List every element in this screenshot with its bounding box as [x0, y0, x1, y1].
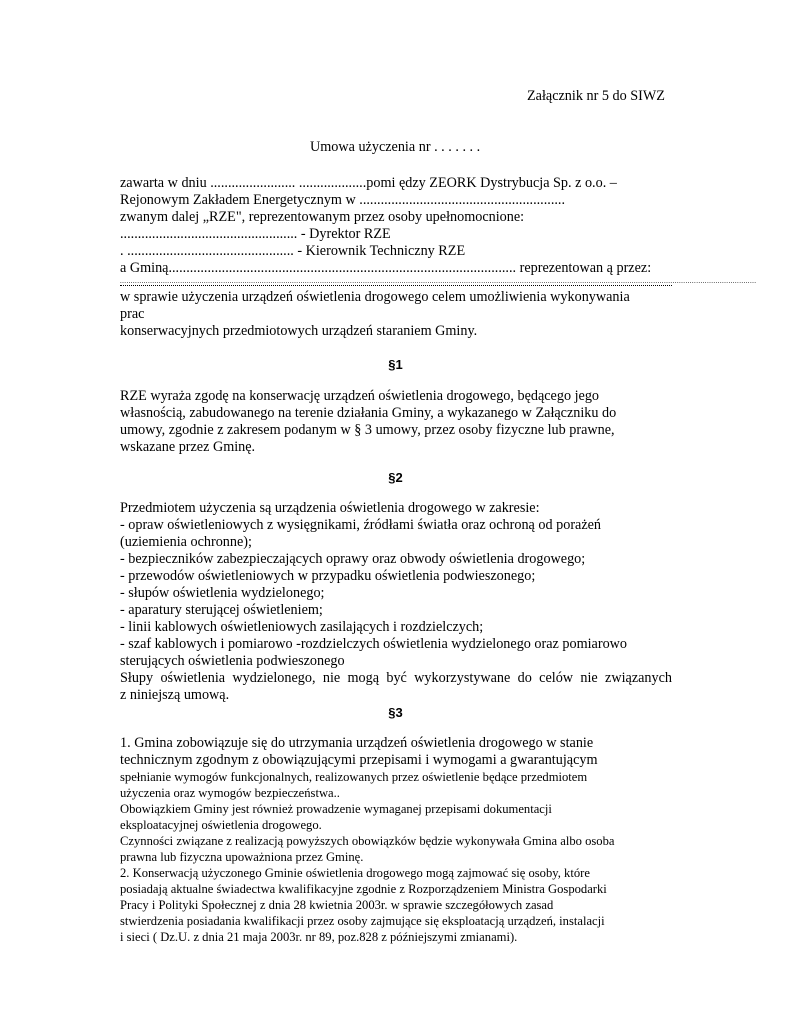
- parties-line: a Gminą.................................................................................................. reprezentowan ą przez:: [120, 260, 652, 276]
- section-3-line: spełnianie wymogów funkcjonalnych, realizowanych przez oświetlenie będące przedmiotem: [120, 770, 588, 784]
- section-2-line: (uziemienia ochronne);: [120, 534, 252, 550]
- attachment-label: Załącznik nr 5 do SIWZ: [527, 88, 665, 104]
- section-1-line: własnością, zabudowanego na terenie działania Gminy, a wykazanego w Załączniku do: [120, 405, 617, 421]
- section-3-line: i sieci ( Dz.U. z dnia 21 maja 2003r. nr 89, poz.828 z późniejszymi zmianami).: [120, 930, 518, 944]
- dotted-fill-line: ........................................................................................................................................................................................................................................................................................................: [120, 277, 757, 285]
- purpose-line: w sprawie użyczenia urządzeń oświetlenia drogowego celem umożliwienia wykonywania: [120, 289, 630, 305]
- section-2-line: sterujących oświetlenia podwieszonego: [120, 653, 345, 669]
- dotted-divider: [120, 285, 672, 286]
- section-2-line: - przewodów oświetleniowych w przypadku oświetlenia podwieszonego;: [120, 568, 536, 584]
- section-2-line: - opraw oświetleniowych z wysięgnikami, źródłami światła oraz ochroną od porażeń: [120, 517, 602, 533]
- section-3-line: stwierdzenia posiadania kwalifikacji przez osoby zajmujące się eksploatacją urządzeń, instalacji: [120, 914, 605, 928]
- section-3-line: 2. Konserwacją użyczonego Gminie oświetlenia drogowego mogą zajmować się osoby, które: [120, 866, 590, 880]
- section-2-line: - bezpieczników zabezpieczających oprawy oraz obwody oświetlenia drogowego;: [120, 551, 586, 567]
- section-2-line: - aparatury sterującej oświetleniem;: [120, 602, 323, 618]
- parties-line: Rejonowym Zakładem Energetycznym w ..........................................................: [120, 192, 566, 208]
- section-2-line: - szaf kablowych i pomiarowo -rozdzielczych oświetlenia wydzielonego oraz pomiarowo: [120, 636, 628, 652]
- section-3-line: prawna lub fizyczna upoważniona przez Gminę.: [120, 850, 364, 864]
- section-3-line: Czynności związane z realizacją powyższych obowiązków będzie wykonywała Gmina albo osoba: [120, 834, 615, 848]
- parties-line: .................................................. - Dyrektor RZE: [120, 226, 391, 242]
- section-2-line: - linii kablowych oświetleniowych zasilających i rozdzielczych;: [120, 619, 484, 635]
- section-1-line: RZE wyraża zgodę na konserwację urządzeń oświetlenia drogowego, będącego jego: [120, 388, 600, 404]
- purpose-line: konserwacyjnych przedmiotowych urządzeń staraniem Gminy.: [120, 323, 478, 339]
- section-3-line: użyczenia oraz wymogów bezpieczeństwa..: [120, 786, 340, 800]
- document-title: Umowa użyczenia nr . . . . . . .: [310, 139, 481, 155]
- section-2-line: z niniejszą umową.: [120, 687, 230, 703]
- section-3-line: Obowiązkiem Gminy jest również prowadzenie wymaganej przepisami dokumentacji: [120, 802, 552, 816]
- section-1-line: umowy, zgodnie z zakresem podanym w § 3 umowy, przez osoby fizyczne lub prawne,: [120, 422, 615, 438]
- section-2-line: - słupów oświetlenia wydzielonego;: [120, 585, 325, 601]
- parties-line: zwanym dalej „RZE", reprezentowanym przez osoby upełnomocnione:: [120, 209, 525, 225]
- parties-line: . ............................................... - Kierownik Techniczny RZE: [120, 243, 466, 259]
- parties-line: zawarta w dniu ........................ ...................pomi ędzy ZEORK Dystrybucja Sp. z o.o. –: [120, 175, 617, 191]
- section-2-heading: §2: [388, 470, 403, 485]
- purpose-line: prac: [120, 306, 145, 322]
- section-3-line: 1. Gmina zobowiązuje się do utrzymania urządzeń oświetlenia drogowego w stanie: [120, 735, 594, 751]
- section-2-justified-line: Słupy oświetlenia wydzielonego, nie mogą być wykorzystywane do celów nie związanych: [120, 670, 672, 686]
- section-3-heading: §3: [388, 705, 403, 720]
- section-1-heading: §1: [388, 357, 403, 372]
- section-1-line: wskazane przez Gminę.: [120, 439, 256, 455]
- section-3-line: posiadają aktualne świadectwa kwalifikacyjne zgodnie z Rozporządzeniem Ministra Gospodarki: [120, 882, 607, 896]
- section-2-line: Przedmiotem użyczenia są urządzenia oświetlenia drogowego w zakresie:: [120, 500, 540, 516]
- section-3-line: technicznym zgodnym z obowiązującymi przepisami i wymogami a gwarantującym: [120, 752, 598, 768]
- section-3-line: Pracy i Polityki Społecznej z dnia 28 kwietnia 2003r. w sprawie szczegółowych zasad: [120, 898, 554, 912]
- section-3-line: eksploatacyjnej oświetlenia drogowego.: [120, 818, 322, 832]
